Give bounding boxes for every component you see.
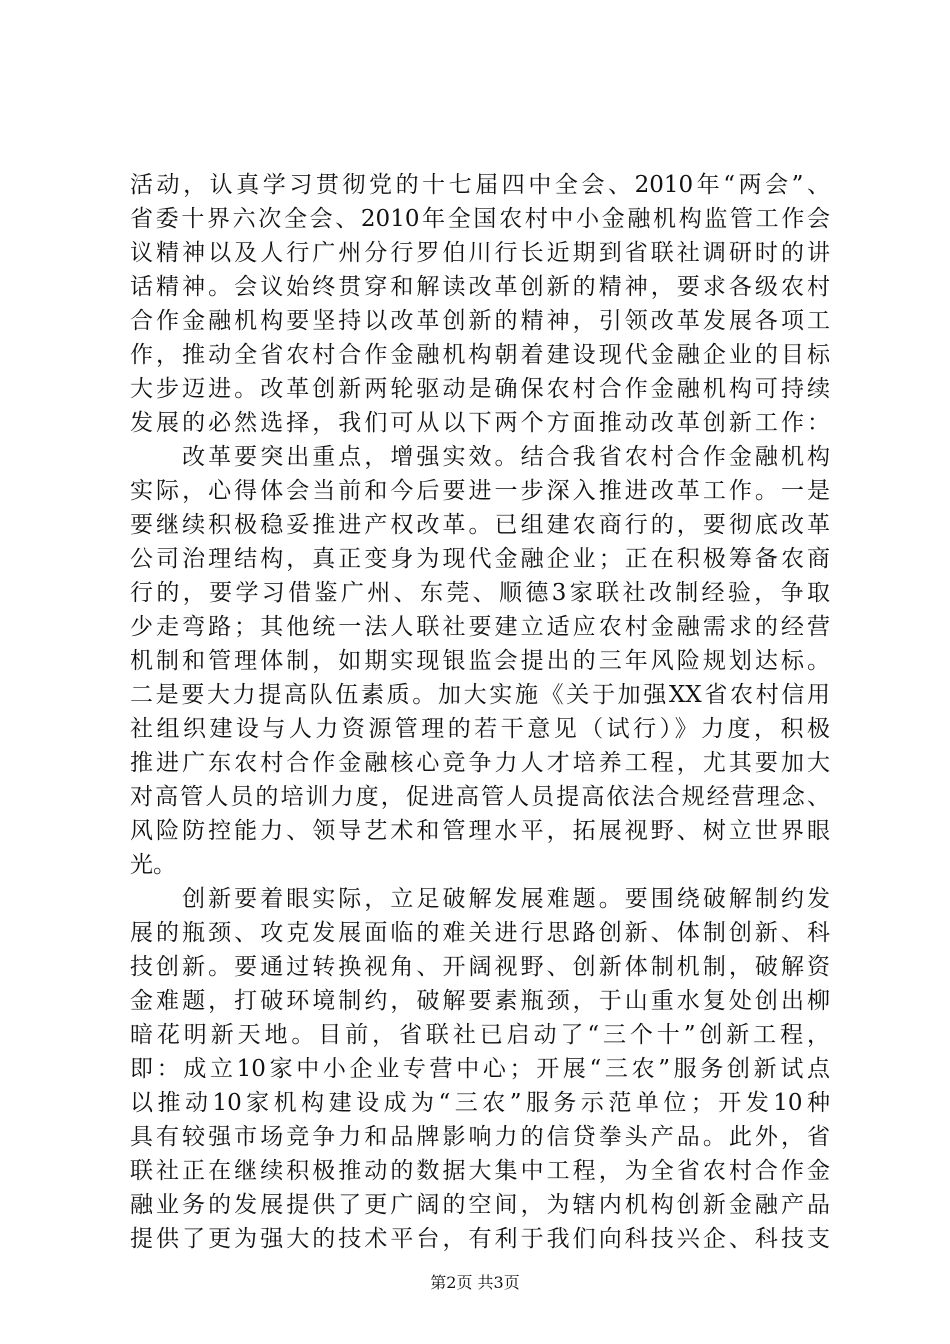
text-line: 实际，心得体会当前和今后要进一步深入推进改革工作。一是 [130,478,830,504]
text-line: 议精神以及人行广州分行罗伯川行长近期到省联社调研时的讲 [130,240,830,266]
text-line: 二是要大力提高队伍素质。加大实施《关于加强XX省农村信用 [130,682,830,708]
text-line: 推进广东农村合作金融核心竞争力人才培养工程，尤其要加大 [130,750,830,776]
text-line: 以推动10家机构建设成为“三农”服务示范单位；开发10种 [130,1090,830,1116]
text-line: 合作金融机构要坚持以改革创新的精神，引领改革发展各项工 [130,308,830,334]
text-line: 光。 [130,852,176,878]
text-line: 要继续积极稳妥推进产权改革。已组建农商行的，要彻底改革 [130,512,830,538]
text-line: 省委十界六次全会、2010年全国农村中小金融机构监管工作会 [130,206,830,232]
text-line: 联社正在继续积极推动的数据大集中工程，为全省农村合作金 [130,1158,830,1184]
text-line: 创新要着眼实际，立足破解发展难题。要围绕破解制约发 [130,886,830,912]
text-line: 即：成立10家中小企业专营中心；开展“三农”服务创新试点 [130,1056,830,1082]
text-line: 公司治理结构，真正变身为现代金融企业；正在积极筹备农商 [130,546,830,572]
text-line: 行的，要学习借鉴广州、东莞、顺德3家联社改制经验，争取 [130,580,830,606]
text-line: 机制和管理体制，如期实现银监会提出的三年风险规划达标。 [130,648,830,674]
text-line: 融业务的发展提供了更广阔的空间，为辖内机构创新金融产品 [130,1192,830,1218]
text-line: 具有较强市场竞争力和品牌影响力的信贷拳头产品。此外，省 [130,1124,830,1150]
text-line: 提供了更为强大的技术平台，有利于我们向科技兴企、科技支 [130,1226,830,1252]
text-line: 少走弯路；其他统一法人联社要建立适应农村金融需求的经营 [130,614,830,640]
text-line: 金难题，打破环境制约，破解要素瓶颈，于山重水复处创出柳 [130,988,830,1014]
text-line: 话精神。会议始终贯穿和解读改革创新的精神，要求各级农村 [130,274,830,300]
text-line: 对高管人员的培训力度，促进高管人员提高依法合规经营理念、 [130,784,830,810]
text-line: 风险防控能力、领导艺术和管理水平，拓展视野、树立世界眼 [130,818,830,844]
text-line: 活动，认真学习贯彻党的十七届四中全会、2010年“两会”、 [130,172,830,198]
text-line: 暗花明新天地。目前，省联社已启动了“三个十”创新工程， [130,1022,830,1048]
text-line: 展的瓶颈、攻克发展面临的难关进行思路创新、体制创新、科 [130,920,830,946]
text-line: 发展的必然选择，我们可从以下两个方面推动改革创新工作： [130,410,830,436]
page-number-label: 第2页 共3页 [430,1273,520,1292]
text-line: 改革要突出重点，增强实效。结合我省农村合作金融机构 [130,444,830,470]
text-line: 作，推动全省农村合作金融机构朝着建设现代金融企业的目标 [130,342,830,368]
page-footer [0,1272,950,1294]
document-body [130,168,830,1256]
text-line: 大步迈进。改革创新两轮驱动是确保农村合作金融机构可持续 [130,376,830,402]
text-line: 技创新。要通过转换视角、开阔视野、创新体制机制，破解资 [130,954,830,980]
text-line: 社组织建设与人力资源管理的若干意见（试行）》力度，积极 [130,716,830,742]
